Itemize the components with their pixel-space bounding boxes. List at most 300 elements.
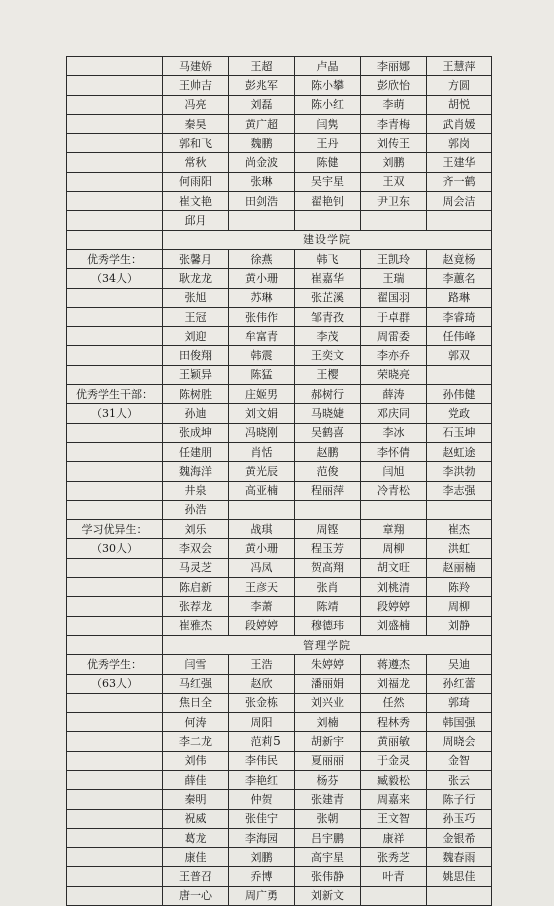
name-cell: 肖恬 [229,442,295,461]
name-cell: 王冠 [163,307,229,326]
name-cell: 范莉 [229,732,295,751]
name-cell: 孙浩 [163,500,229,519]
name-cell: 邓庆同 [361,404,427,423]
name-cell: 陈启新 [163,578,229,597]
name-cell: 井泉 [163,481,229,500]
name-cell: 胡文旺 [361,558,427,577]
category-label [67,365,163,384]
name-cell: 陈子行 [427,790,492,809]
name-cell: 李冰 [361,423,427,442]
name-cell: 武肖媛 [427,114,492,133]
name-cell: 黄丽敏 [361,732,427,751]
name-cell: 康佳 [163,848,229,867]
name-cell: 李亦乔 [361,346,427,365]
section-header-row [67,635,492,654]
name-cell: 张馨月 [163,249,229,268]
table-row [67,616,492,635]
table-row [67,520,492,539]
name-cell: 李双会 [163,539,229,558]
name-cell: 段婷婷 [229,616,295,635]
name-cell: 庄姬男 [229,385,295,404]
name-cell: 金银希 [427,828,492,847]
name-cell: 陈猛 [229,365,295,384]
category-label: 优秀学生干部： [67,385,163,404]
table-row [67,713,492,732]
table-row [67,462,492,481]
name-cell: 孙玉巧 [427,809,492,828]
table-row [67,269,492,288]
category-label [67,481,163,500]
name-cell: 周会洁 [427,192,492,211]
category-label [67,828,163,847]
table-row [67,867,492,886]
name-cell: 张建青 [295,790,361,809]
table-row [67,597,492,616]
name-cell: 尹卫东 [361,192,427,211]
name-cell: 吴鹤喜 [295,423,361,442]
name-cell: 周柳 [361,539,427,558]
name-cell [427,211,492,230]
section-title: 管理学院 [163,635,492,654]
name-cell: 张肖 [295,578,361,597]
name-cell: 王彦天 [229,578,295,597]
name-cell: 闫雪 [163,655,229,674]
table-row [67,365,492,384]
name-cell: 吕宇鹏 [295,828,361,847]
name-cell: 章翔 [361,520,427,539]
name-cell: 黄小珊 [229,539,295,558]
category-label [67,558,163,577]
name-cell: 路琳 [427,288,492,307]
name-cell: 王丹 [295,134,361,153]
name-cell: 范俊 [295,462,361,481]
table-row [67,751,492,770]
name-cell: 潘丽娟 [295,674,361,693]
student-honor-table [66,56,492,906]
table-row [67,57,492,76]
name-cell: 魏春雨 [427,848,492,867]
name-cell: 刘迎 [163,327,229,346]
name-cell: 冷青松 [361,481,427,500]
name-cell: 陈羚 [427,578,492,597]
table-row [67,442,492,461]
name-cell: 金智 [427,751,492,770]
table-row [67,558,492,577]
name-cell: 于卓群 [361,307,427,326]
name-cell: 朱婷婷 [295,655,361,674]
name-cell: 周广勇 [229,886,295,905]
name-cell: 仲贺 [229,790,295,809]
category-label [67,886,163,905]
name-cell: 何雨阳 [163,172,229,191]
section-header-row [67,230,492,249]
name-cell: 田剑浩 [229,192,295,211]
name-cell: 苏琳 [229,288,295,307]
name-cell: 孙迪 [163,404,229,423]
name-cell: 翟艳钊 [295,192,361,211]
table-row [67,211,492,230]
name-cell: 康祥 [361,828,427,847]
name-cell: 彭兆军 [229,76,295,95]
name-cell: 李萧 [229,597,295,616]
name-cell: 崔嘉华 [295,269,361,288]
name-cell: 赵鹏 [295,442,361,461]
name-cell: 崔文艳 [163,192,229,211]
name-cell: 高宇星 [295,848,361,867]
name-cell: 何涛 [163,713,229,732]
name-cell [427,365,492,384]
table-row [67,539,492,558]
category-label [67,327,163,346]
table-row [67,76,492,95]
name-cell: 于金灵 [361,751,427,770]
table-row [67,578,492,597]
name-cell: 闫旭 [361,462,427,481]
name-cell: 胡新宇 [295,732,361,751]
name-cell: 张金栋 [229,693,295,712]
name-cell: 程玉芳 [295,539,361,558]
name-cell: 马建娇 [163,57,229,76]
name-cell: 李海园 [229,828,295,847]
section-title: 建设学院 [163,230,492,249]
name-cell: 吴宇星 [295,172,361,191]
category-label [67,288,163,307]
name-cell: 李怀倩 [361,442,427,461]
name-cell: 臧毅松 [361,770,427,789]
name-cell: 张芷溪 [295,288,361,307]
name-cell: 刘鹏 [361,153,427,172]
table-row [67,770,492,789]
name-cell: 李青梅 [361,114,427,133]
table-row [67,95,492,114]
category-label [67,867,163,886]
name-cell: 翟国羽 [361,288,427,307]
name-cell: 马红强 [163,674,229,693]
name-cell: 胡悦 [427,95,492,114]
table-row [67,307,492,326]
category-label [67,616,163,635]
category-label [67,211,163,230]
category-label [67,114,163,133]
name-cell: 黄广超 [229,114,295,133]
name-cell: 张荐龙 [163,597,229,616]
table-row [67,790,492,809]
name-cell: 李蕙名 [427,269,492,288]
name-cell: 程林秀 [361,713,427,732]
name-cell: 魏海洋 [163,462,229,481]
name-cell: 邹青孜 [295,307,361,326]
name-cell: 焦日全 [163,693,229,712]
name-cell: 王颖异 [163,365,229,384]
category-label: 优秀学生： [67,249,163,268]
name-cell: 周铿 [295,520,361,539]
name-cell: 王慧萍 [427,57,492,76]
category-label: （31人） [67,404,163,423]
name-cell [427,500,492,519]
name-cell: 任伟峰 [427,327,492,346]
name-cell: 黄小珊 [229,269,295,288]
name-cell: 李丽娜 [361,57,427,76]
name-cell: 党政 [427,404,492,423]
category-label [67,134,163,153]
name-cell: 刘乐 [163,520,229,539]
category-label [67,192,163,211]
table-row [67,288,492,307]
category-label [67,790,163,809]
category-label [67,848,163,867]
table-row [67,327,492,346]
name-cell: 李伟民 [229,751,295,770]
name-cell [229,211,295,230]
name-cell: 张伟静 [295,867,361,886]
name-cell: 张伟作 [229,307,295,326]
name-cell: 方圆 [427,76,492,95]
name-cell: 李志强 [427,481,492,500]
name-cell: 刘盛楠 [361,616,427,635]
table-row [67,481,492,500]
table-row [67,655,492,674]
name-cell: 齐一鹤 [427,172,492,191]
category-label [67,751,163,770]
category-label [67,307,163,326]
name-cell: 李艳红 [229,770,295,789]
name-cell: 陈靖 [295,597,361,616]
table-row [67,249,492,268]
label-cell [67,635,163,654]
name-cell: 邱月 [163,211,229,230]
name-cell: 段婷婷 [361,597,427,616]
name-cell: 卢晶 [295,57,361,76]
category-label: （34人） [67,269,163,288]
name-cell: 王樱 [295,365,361,384]
table-row [67,346,492,365]
category-label [67,153,163,172]
name-cell: 郭双 [427,346,492,365]
name-cell: 耿龙龙 [163,269,229,288]
name-cell: 郭岗 [427,134,492,153]
category-label [67,423,163,442]
name-cell: 程丽萍 [295,481,361,500]
table-row [67,134,492,153]
table-row [67,385,492,404]
category-label: 学习优异生： [67,520,163,539]
name-cell: 赵竟杨 [427,249,492,268]
name-cell: 周柳 [427,597,492,616]
name-cell: 张秀芝 [361,848,427,867]
table-row [67,153,492,172]
name-cell: 马灵芝 [163,558,229,577]
category-label: （30人） [67,539,163,558]
name-cell: 尚金波 [229,153,295,172]
name-cell: 郭和飞 [163,134,229,153]
name-cell: 牟富青 [229,327,295,346]
table-row [67,423,492,442]
table-row [67,886,492,905]
name-cell: 刘磊 [229,95,295,114]
name-cell: 王双 [361,172,427,191]
name-cell: 张佳宁 [229,809,295,828]
name-cell: 李洪勃 [427,462,492,481]
table-row [67,828,492,847]
name-cell: 李萌 [361,95,427,114]
name-cell: 刘静 [427,616,492,635]
table-body [67,57,492,906]
name-cell [229,500,295,519]
name-cell: 张云 [427,770,492,789]
category-label: 优秀学生： [67,655,163,674]
name-cell: 薛涛 [361,385,427,404]
category-label [67,693,163,712]
name-cell: 秦昊 [163,114,229,133]
name-cell: 赵虹途 [427,442,492,461]
category-label [67,57,163,76]
name-cell: 李二龙 [163,732,229,751]
name-cell: 田俊翔 [163,346,229,365]
name-cell: 洪虹 [427,539,492,558]
name-cell: 穆德玮 [295,616,361,635]
name-cell: 周晓会 [427,732,492,751]
name-cell: 张朝 [295,809,361,828]
name-cell: 高亚楠 [229,481,295,500]
name-cell: 魏鹏 [229,134,295,153]
table-row [67,114,492,133]
name-cell: 王超 [229,57,295,76]
name-cell: 孙伟健 [427,385,492,404]
name-cell: 彭欣怡 [361,76,427,95]
name-cell: 秦明 [163,790,229,809]
name-cell: 刘桃清 [361,578,427,597]
name-cell: 乔博 [229,867,295,886]
name-cell [361,886,427,905]
name-cell: 周雷委 [361,327,427,346]
name-cell: 刘鹏 [229,848,295,867]
name-cell: 王帅吉 [163,76,229,95]
category-label [67,76,163,95]
category-label [67,500,163,519]
category-label [67,770,163,789]
table-row [67,693,492,712]
name-cell: 陈树胜 [163,385,229,404]
name-cell [295,211,361,230]
name-cell: 张旭 [163,288,229,307]
table-row [67,172,492,191]
name-cell: 孙红蕾 [427,674,492,693]
name-cell: 葛龙 [163,828,229,847]
name-cell: 马晓婕 [295,404,361,423]
category-label [67,809,163,828]
table-row [67,404,492,423]
name-cell: 王普召 [163,867,229,886]
name-cell: 刘楠 [295,713,361,732]
name-cell: 常秋 [163,153,229,172]
name-cell: 刘兴业 [295,693,361,712]
name-cell [427,886,492,905]
category-label [67,578,163,597]
category-label [67,597,163,616]
name-cell: 陈健 [295,153,361,172]
category-label [67,713,163,732]
name-cell: 刘新文 [295,886,361,905]
name-cell: 任然 [361,693,427,712]
name-cell: 郝树行 [295,385,361,404]
name-cell: 崔杰 [427,520,492,539]
page-number: 5 [273,734,281,748]
name-cell: 周阳 [229,713,295,732]
table-row [67,192,492,211]
name-cell [295,500,361,519]
name-cell: 荣晓亮 [361,365,427,384]
name-cell: 刘伟 [163,751,229,770]
name-cell: 王文智 [361,809,427,828]
name-cell: 黄光辰 [229,462,295,481]
name-cell: 刘福龙 [361,674,427,693]
name-cell: 刘文娟 [229,404,295,423]
name-cell: 任建朋 [163,442,229,461]
name-cell: 韩震 [229,346,295,365]
name-cell: 夏丽丽 [295,751,361,770]
name-cell: 祝威 [163,809,229,828]
table-row [67,809,492,828]
table-row [67,500,492,519]
name-cell: 赵欣 [229,674,295,693]
name-cell: 薛佳 [163,770,229,789]
name-cell: 赵丽楠 [427,558,492,577]
name-cell: 蒋遵杰 [361,655,427,674]
name-cell: 刘传王 [361,134,427,153]
name-cell: 王建华 [427,153,492,172]
name-cell: 韩飞 [295,249,361,268]
label-cell [67,230,163,249]
table-row [67,674,492,693]
name-cell: 周嘉来 [361,790,427,809]
name-cell [361,211,427,230]
name-cell: 陈小红 [295,95,361,114]
name-cell: 陈小攀 [295,76,361,95]
category-label [67,95,163,114]
name-cell: 张成坤 [163,423,229,442]
category-label [67,346,163,365]
name-cell: 石玉坤 [427,423,492,442]
name-cell: 闫隽 [295,114,361,133]
name-cell [361,500,427,519]
name-cell: 战琪 [229,520,295,539]
name-cell: 王瑞 [361,269,427,288]
name-cell: 韩国强 [427,713,492,732]
name-cell: 王浩 [229,655,295,674]
name-cell: 冯凤 [229,558,295,577]
name-cell: 王凯玲 [361,249,427,268]
name-cell: 徐燕 [229,249,295,268]
name-cell: 崔雅杰 [163,616,229,635]
name-cell: 吴迪 [427,655,492,674]
name-cell: 贺高翔 [295,558,361,577]
name-cell: 冯亮 [163,95,229,114]
category-label [67,172,163,191]
name-cell: 杨芬 [295,770,361,789]
name-cell: 李睿琦 [427,307,492,326]
category-label: （63人） [67,674,163,693]
category-label [67,462,163,481]
name-cell: 唐一心 [163,886,229,905]
name-cell: 张琳 [229,172,295,191]
name-cell: 冯晓刚 [229,423,295,442]
name-cell: 郭琦 [427,693,492,712]
name-cell: 叶青 [361,867,427,886]
category-label [67,442,163,461]
name-cell: 王奕文 [295,346,361,365]
name-cell: 李茂 [295,327,361,346]
name-cell: 姚思佳 [427,867,492,886]
